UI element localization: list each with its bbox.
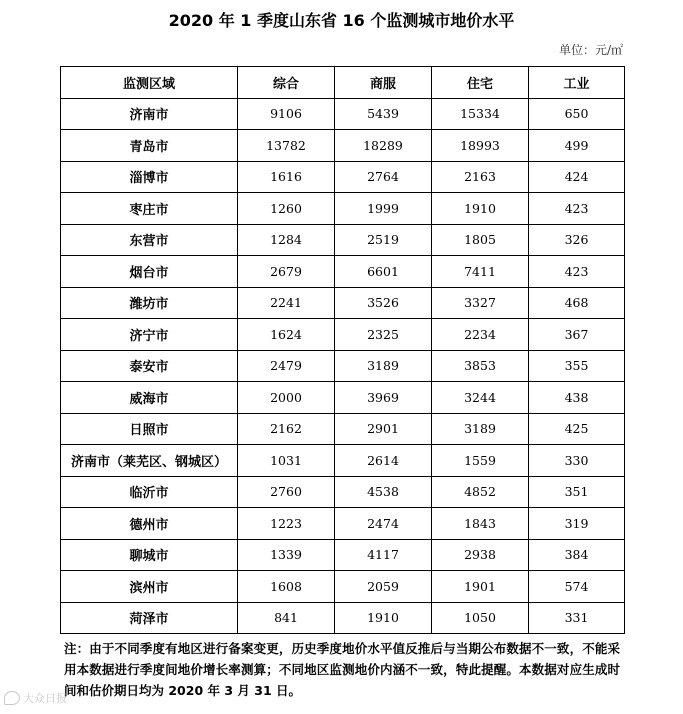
header-composite: 综合 bbox=[238, 67, 335, 99]
cell-commercial: 2474 bbox=[335, 508, 432, 540]
table-row bbox=[61, 319, 625, 351]
cell-commercial: 1999 bbox=[335, 193, 432, 225]
cell-composite: 2679 bbox=[238, 256, 335, 288]
header-industrial: 工业 bbox=[529, 67, 625, 99]
cell-region: 日照市 bbox=[61, 413, 238, 445]
cell-industrial: 468 bbox=[529, 287, 625, 319]
cell-composite: 1616 bbox=[238, 161, 335, 193]
cell-region: 菏泽市 bbox=[61, 602, 238, 634]
table-body bbox=[61, 98, 625, 634]
table-row bbox=[61, 98, 625, 130]
watermark-text: 大众日报 bbox=[23, 692, 67, 705]
cell-industrial: 499 bbox=[529, 130, 625, 162]
cell-composite: 2760 bbox=[238, 476, 335, 508]
cell-industrial: 351 bbox=[529, 476, 625, 508]
table-row bbox=[61, 445, 625, 477]
watermark bbox=[4, 690, 67, 706]
cell-commercial: 2059 bbox=[335, 571, 432, 603]
cell-residential: 7411 bbox=[432, 256, 529, 288]
cell-industrial: 330 bbox=[529, 445, 625, 477]
table-row bbox=[61, 130, 625, 162]
header-residential: 住宅 bbox=[432, 67, 529, 99]
cell-region: 青岛市 bbox=[61, 130, 238, 162]
table-row bbox=[61, 161, 625, 193]
cell-composite: 1339 bbox=[238, 539, 335, 571]
cell-region: 济南市（莱芜区、钢城区） bbox=[61, 445, 238, 477]
cell-region: 威海市 bbox=[61, 382, 238, 414]
cell-composite: 2162 bbox=[238, 413, 335, 445]
cell-residential: 3853 bbox=[432, 350, 529, 382]
table-header-row bbox=[61, 67, 625, 99]
cell-industrial: 367 bbox=[529, 319, 625, 351]
cell-industrial: 355 bbox=[529, 350, 625, 382]
cell-residential: 1559 bbox=[432, 445, 529, 477]
cell-residential: 1901 bbox=[432, 571, 529, 603]
cell-residential: 2163 bbox=[432, 161, 529, 193]
cell-composite: 1223 bbox=[238, 508, 335, 540]
cell-commercial: 6601 bbox=[335, 256, 432, 288]
table-row bbox=[61, 287, 625, 319]
cell-commercial: 3189 bbox=[335, 350, 432, 382]
cell-industrial: 326 bbox=[529, 224, 625, 256]
cell-commercial: 2325 bbox=[335, 319, 432, 351]
cell-residential: 2938 bbox=[432, 539, 529, 571]
cell-composite: 1608 bbox=[238, 571, 335, 603]
cell-industrial: 425 bbox=[529, 413, 625, 445]
cell-residential: 18993 bbox=[432, 130, 529, 162]
cell-region: 枣庄市 bbox=[61, 193, 238, 225]
cell-commercial: 4538 bbox=[335, 476, 432, 508]
cell-composite: 2241 bbox=[238, 287, 335, 319]
cell-commercial: 2764 bbox=[335, 161, 432, 193]
cell-composite: 841 bbox=[238, 602, 335, 634]
cell-commercial: 3969 bbox=[335, 382, 432, 414]
cell-region: 泰安市 bbox=[61, 350, 238, 382]
cell-residential: 1910 bbox=[432, 193, 529, 225]
page-title: 2020 年 1 季度山东省 16 个监测城市地价水平 bbox=[168, 11, 515, 30]
cell-region: 聊城市 bbox=[61, 539, 238, 571]
table-row bbox=[61, 256, 625, 288]
cell-region: 滨州市 bbox=[61, 571, 238, 603]
cell-residential: 3327 bbox=[432, 287, 529, 319]
cell-industrial: 331 bbox=[529, 602, 625, 634]
cell-industrial: 574 bbox=[529, 571, 625, 603]
table-row bbox=[61, 382, 625, 414]
cell-region: 济南市 bbox=[61, 98, 238, 130]
cell-composite: 1284 bbox=[238, 224, 335, 256]
table-row bbox=[61, 571, 625, 603]
cell-composite: 1260 bbox=[238, 193, 335, 225]
cell-residential: 4852 bbox=[432, 476, 529, 508]
footnote: 注：由于不同季度有地区进行备案变更，历史季度地价水平值反推后与当期公布数据不一致，不能采用本数据进行季度间地价增长率测算；不同地区监测地价内涵不一致，特此提醒。本数据对应生成时间和估价期日均为 2020 年 3 月 31 日。 bbox=[64, 641, 620, 698]
cell-region: 烟台市 bbox=[61, 256, 238, 288]
watermark-logo-icon bbox=[4, 691, 20, 705]
cell-residential: 1050 bbox=[432, 602, 529, 634]
cell-region: 东营市 bbox=[61, 224, 238, 256]
cell-commercial: 1910 bbox=[335, 602, 432, 634]
cell-composite: 9106 bbox=[238, 98, 335, 130]
cell-region: 济宁市 bbox=[61, 319, 238, 351]
cell-composite: 2479 bbox=[238, 350, 335, 382]
cell-industrial: 319 bbox=[529, 508, 625, 540]
cell-residential: 3244 bbox=[432, 382, 529, 414]
cell-residential: 1805 bbox=[432, 224, 529, 256]
table-row bbox=[61, 224, 625, 256]
table-row bbox=[61, 476, 625, 508]
cell-region: 德州市 bbox=[61, 508, 238, 540]
cell-region: 临沂市 bbox=[61, 476, 238, 508]
cell-residential: 2234 bbox=[432, 319, 529, 351]
cell-commercial: 4117 bbox=[335, 539, 432, 571]
cell-industrial: 424 bbox=[529, 161, 625, 193]
cell-industrial: 423 bbox=[529, 193, 625, 225]
cell-industrial: 423 bbox=[529, 256, 625, 288]
table-row bbox=[61, 413, 625, 445]
table-row bbox=[61, 602, 625, 634]
cell-region: 潍坊市 bbox=[61, 287, 238, 319]
cell-composite: 1624 bbox=[238, 319, 335, 351]
cell-composite: 1031 bbox=[238, 445, 335, 477]
cell-industrial: 650 bbox=[529, 98, 625, 130]
table-row bbox=[61, 508, 625, 540]
cell-commercial: 5439 bbox=[335, 98, 432, 130]
unit-label: 单位：元/㎡ bbox=[558, 43, 623, 57]
cell-industrial: 384 bbox=[529, 539, 625, 571]
cell-residential: 15334 bbox=[432, 98, 529, 130]
table-row bbox=[61, 539, 625, 571]
cell-region: 淄博市 bbox=[61, 161, 238, 193]
table-row bbox=[61, 193, 625, 225]
cell-composite: 13782 bbox=[238, 130, 335, 162]
cell-composite: 2000 bbox=[238, 382, 335, 414]
cell-residential: 1843 bbox=[432, 508, 529, 540]
header-commercial: 商服 bbox=[335, 67, 432, 99]
cell-industrial: 438 bbox=[529, 382, 625, 414]
table-row bbox=[61, 350, 625, 382]
cell-residential: 3189 bbox=[432, 413, 529, 445]
cell-commercial: 2519 bbox=[335, 224, 432, 256]
cell-commercial: 2901 bbox=[335, 413, 432, 445]
cell-commercial: 2614 bbox=[335, 445, 432, 477]
land-price-table bbox=[60, 66, 625, 634]
header-region: 监测区域 bbox=[61, 67, 238, 99]
cell-commercial: 3526 bbox=[335, 287, 432, 319]
cell-commercial: 18289 bbox=[335, 130, 432, 162]
